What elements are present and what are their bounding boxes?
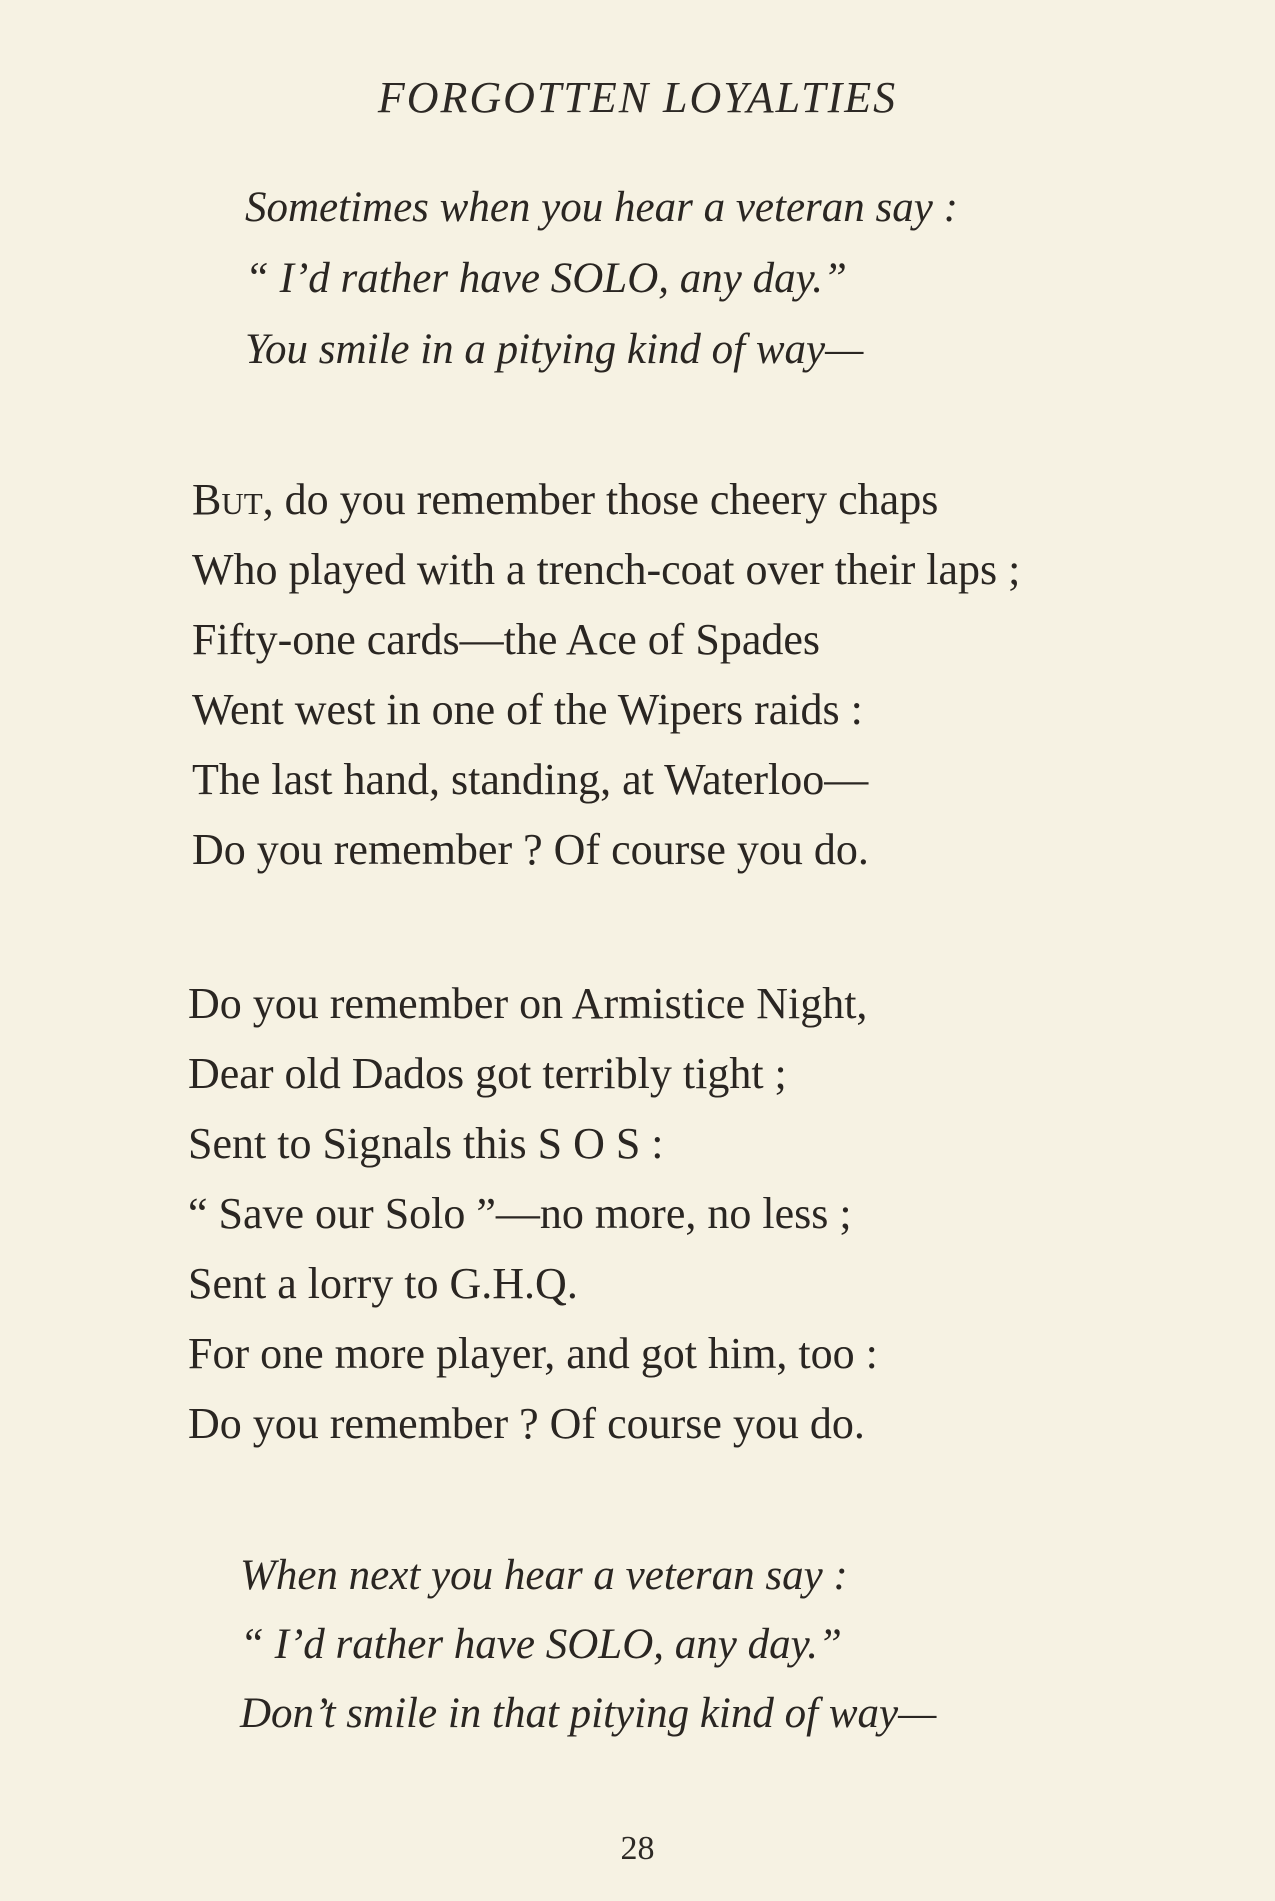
- running-head: FORGOTTEN LOYALTIES: [377, 73, 898, 122]
- poem-line: Do you remember on Armistice Night,: [188, 979, 868, 1028]
- poem-line: “ Save our Solo ”—no more, no less ;: [188, 1189, 852, 1238]
- small-caps-opening-word: But: [192, 475, 263, 524]
- poem-line: The last hand, standing, at Waterloo—: [192, 755, 869, 804]
- poem-line: Dear old Dados got terribly tight ;: [188, 1049, 787, 1098]
- poem-line: “ I’d rather have SOLO, any day.”: [240, 1621, 842, 1668]
- poem-line: For one more player, and got him, too :: [188, 1329, 878, 1378]
- poem-line: Don’t smile in that pitying kind of way—: [240, 1690, 937, 1737]
- page-number: 28: [620, 1830, 655, 1867]
- poem-line: Fifty-one cards—the Ace of Spades: [192, 615, 821, 664]
- poem-line: Do you remember ? Of course you do.: [192, 825, 869, 874]
- poem-line: Do you remember ? Of course you do.: [188, 1399, 865, 1448]
- poem-line-rest: , do you remember those cheery chaps: [262, 475, 939, 524]
- poem-line: Went west in one of the Wipers raids :: [192, 685, 863, 734]
- poem-line: Sent a lorry to G.H.Q.: [188, 1259, 578, 1308]
- poem-line: Sometimes when you hear a veteran say :: [245, 184, 958, 231]
- poem-line: Sent to Signals this S O S :: [188, 1119, 664, 1168]
- poem-line: [192, 474, 938, 525]
- poem-line: Who played with a trench-coat over their laps ;: [192, 545, 1021, 594]
- poem-line: When next you hear a veteran say :: [240, 1552, 848, 1599]
- poem-line: “ I’d rather have SOLO, any day.”: [245, 255, 847, 302]
- poem-line: You smile in a pitying kind of way—: [245, 326, 864, 373]
